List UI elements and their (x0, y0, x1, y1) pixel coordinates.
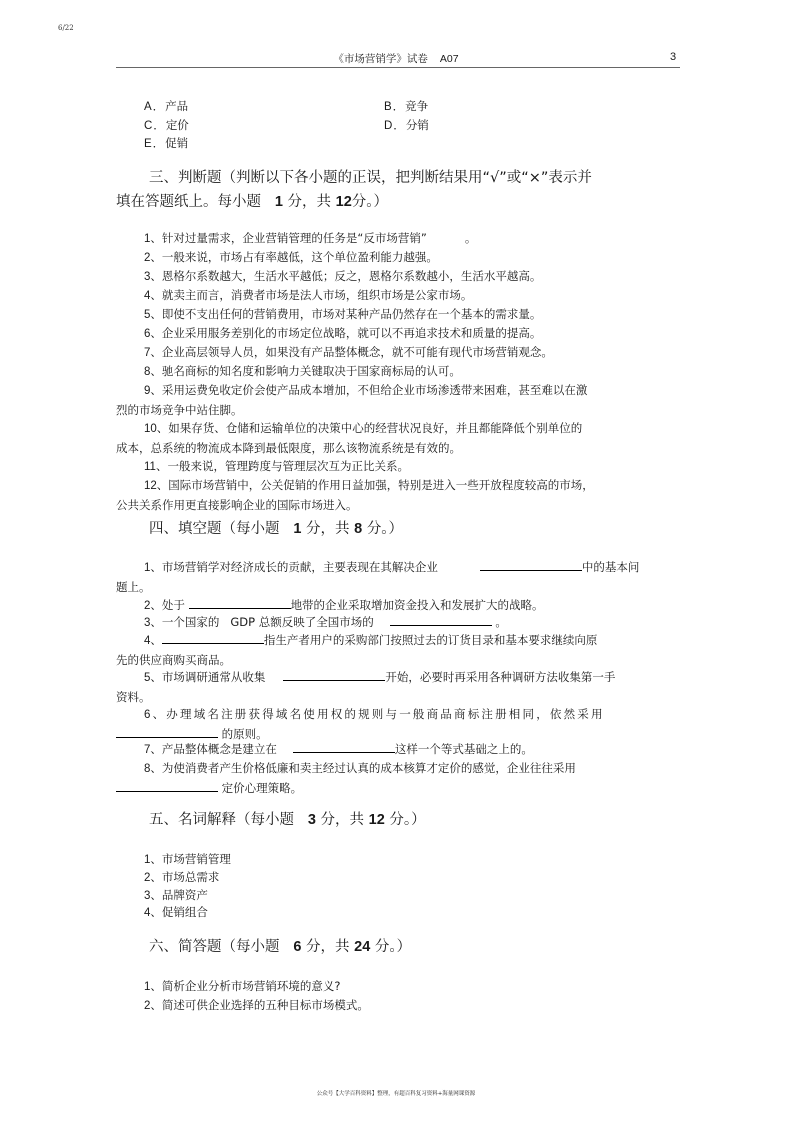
score-total: 12 (368, 812, 385, 828)
item-text: 简述可供企业选择的五种目标市场模式。 (161, 998, 369, 1012)
item-text: 简析企业分析市场营销环境的意义? (161, 979, 341, 993)
option-key: E． (144, 138, 166, 150)
tf-item-11 (116, 457, 678, 477)
item-number: 6、 (144, 709, 167, 721)
section-4-heading (116, 517, 709, 541)
score-each: 1 (274, 194, 283, 210)
item-text: 企业高层领导人员，如果没有产品整体概念，就不可能有现代市场营销观念。 (161, 345, 553, 359)
item-text: 开始，必要时再采用各种调研方法收集第一手 (385, 670, 616, 684)
item-text: 的原则。 (221, 727, 268, 741)
item-number: 4、 (144, 290, 162, 302)
item-number: 2、 (144, 1000, 162, 1012)
item-text: 即使不支出任何的营销费用，市场对某种产品仍然存在一个基本的需求量。 (161, 307, 542, 321)
heading-text: 五、名词解释（每小题 (149, 812, 294, 828)
option-text: 产品 (165, 99, 189, 113)
score-total: 24 (354, 939, 371, 955)
item-text: 定价心理策略。 (221, 781, 303, 795)
item-number: 7、 (144, 347, 162, 359)
item-continuation: 资料。 (116, 690, 151, 704)
heading-text: 填在答题纸上。每小题 (116, 194, 261, 210)
tf-item-7 (116, 343, 678, 363)
fill-item-5 (116, 668, 678, 707)
tf-item-12 (116, 476, 678, 515)
answer-blank[interactable] (283, 669, 385, 681)
score-total: 8 (354, 521, 363, 537)
item-continuation: 成本，总系统的物流成本降到最低限度，那么该物流系统是有效的。 (116, 441, 461, 455)
option-key: B． (384, 101, 406, 113)
option-a (144, 97, 188, 116)
option-d (384, 116, 429, 135)
option-b (384, 97, 428, 116)
tf-item-1 (116, 229, 678, 249)
item-text: 处于 (161, 598, 185, 612)
item-text: 就卖主而言，消费者市场是法人市场，组织市场是公家市场。 (161, 288, 473, 302)
heading-text: 四、填空题（每小题 (149, 521, 280, 537)
item-number: 5、 (144, 672, 162, 684)
tf-item-4 (116, 286, 678, 306)
item-text: 产品整体概念是建立在 (161, 742, 277, 756)
item-number: 4、 (144, 635, 162, 647)
item-number: 11、 (144, 461, 168, 473)
header-rule (116, 67, 680, 68)
tf-item-2 (116, 248, 678, 268)
heading-text: 分，共 (287, 194, 332, 210)
item-continuation: 题上。 (116, 580, 151, 594)
item-continuation: 烈的市场竞争中站住脚。 (116, 403, 243, 417)
option-text: 促销 (165, 136, 189, 150)
item-text: 为使消费者产生价格低廉和卖主经过认真的成本核算才定价的感觉，企业往往采用 (161, 761, 576, 775)
item-text: 市场总需求 (161, 870, 220, 884)
option-key: A． (144, 101, 166, 113)
item-number: 4、 (144, 907, 162, 919)
page-number: 3 (670, 51, 677, 63)
item-text: 采用运费免收定价会使产品成本增加，不但给企业市场渗透带来困难，甚至难以在激 (161, 383, 588, 397)
item-text: 品牌资产 (161, 888, 208, 902)
item-number: 3、 (144, 617, 162, 629)
option-key: C． (144, 120, 166, 132)
answer-blank[interactable] (162, 632, 264, 644)
item-text: 。 (495, 615, 507, 629)
item-number: 10、 (144, 423, 169, 435)
item-number: 3、 (144, 271, 162, 283)
score-each: 3 (307, 812, 316, 828)
heading-text: 六、简答题（每小题 (149, 939, 280, 955)
tf-item-10 (116, 419, 678, 458)
item-number: 2、 (144, 872, 162, 884)
heading-text: 分，共 (306, 521, 350, 537)
item-number: 1、 (144, 854, 162, 866)
option-text: 定价 (165, 118, 189, 132)
item-number: 1、 (144, 562, 162, 574)
tf-item-9 (116, 381, 678, 420)
option-c (144, 116, 189, 135)
item-text: 地带的企业采取增加资金投入和发展扩大的战略。 (290, 598, 544, 612)
heading-text: 分。） (374, 939, 412, 955)
answer-blank[interactable] (116, 780, 218, 792)
fill-item-1 (116, 558, 678, 597)
option-text: 分销 (405, 118, 429, 132)
item-text: 针对过量需求，企业营销管理的任务是“反市场营销” (161, 231, 427, 245)
item-number: 5、 (144, 309, 162, 321)
item-text: 恩格尔系数越大，生活水平越低；反之，恩格尔系数越小，生活水平越高。 (161, 269, 542, 283)
tf-item-3 (116, 267, 678, 287)
item-text: 如果存货、仓储和运输单位的决策中心的经营状况良好，并且都能降低个别单位的 (168, 421, 583, 435)
answer-blank[interactable] (390, 614, 492, 626)
item-text: 市场营销管理 (161, 852, 231, 866)
answer-blank[interactable] (480, 559, 582, 571)
item-text: 驰名商标的知名度和影响力关键取决于国家商标局的认可。 (161, 364, 461, 378)
item-text: 市场调研通常从收集 (161, 670, 266, 684)
fill-item-4 (116, 631, 678, 670)
item-tail: 。 (464, 231, 477, 245)
fill-item-8 (116, 759, 678, 798)
exam-title: 《市场营销学》试卷 (333, 53, 428, 65)
score-each: 6 (293, 939, 302, 955)
short-answer-item-1 (116, 977, 678, 997)
item-number: 7、 (144, 744, 162, 756)
item-text: 市场营销学对经济成长的贡献，主要表现在其解决企业 (161, 560, 438, 574)
term-item-2 (116, 868, 678, 887)
item-number: 1、 (144, 981, 162, 993)
fill-item-3 (116, 613, 678, 633)
option-key: D． (384, 120, 406, 132)
answer-blank[interactable] (293, 741, 395, 753)
heading-text: 分。） (389, 812, 426, 828)
item-text: 一般来说，市场占有率越低，这个单位盈利能力越强。 (161, 250, 438, 264)
section-5-heading (116, 808, 709, 832)
heading-text: 分。） (366, 521, 404, 537)
section-3-heading-line1: 三、判断题（判断以下各小题的正误，把判断结果用“√”或“×”表示并 (149, 170, 592, 186)
item-number: 8、 (144, 366, 162, 378)
section-3-heading-line2 (116, 190, 676, 214)
item-text: 中的基本问 (581, 560, 640, 574)
fill-item-6 (116, 705, 678, 744)
item-continuation: 先的供应商购买商品。 (116, 653, 231, 667)
page-counter: 6/22 (58, 24, 74, 32)
item-continuation: 公共关系作用更直接影响企业的国际市场进入。 (116, 498, 358, 512)
section-6-heading (116, 935, 709, 959)
tf-item-5 (116, 305, 678, 325)
item-number: 6、 (144, 328, 162, 340)
score-total: 12 (335, 194, 352, 210)
heading-text: 分。） (351, 194, 389, 210)
answer-blank[interactable] (116, 726, 218, 738)
item-text: 企业采用服务差别化的市场定位战略，就可以不再追求技术和质量的提高。 (161, 326, 542, 340)
item-text: 这样一个等式基础之上的。 (394, 742, 533, 756)
score-each: 1 (293, 521, 302, 537)
term-item-1 (116, 850, 678, 869)
option-e (144, 134, 188, 153)
term-item-4 (116, 903, 678, 922)
option-text: 竞争 (405, 99, 429, 113)
fill-item-7 (116, 740, 678, 760)
heading-text: 分，共 (320, 812, 365, 828)
item-text: 促销组合 (161, 905, 208, 919)
tf-item-6 (116, 324, 678, 344)
item-number: 2、 (144, 600, 162, 612)
item-number: 9、 (144, 385, 162, 397)
item-text: 一个国家的 GDP 总额反映了全国市场的 (161, 615, 374, 629)
short-answer-item-2 (116, 996, 678, 1016)
item-number: 1、 (144, 233, 162, 245)
footer-note: 公众号【大学百科资料】整理，有超百科复习资料+海量网课资源 (316, 1091, 476, 1097)
item-text: 办理域名注册获得域名使用权的规则与一般商品商标注册相同，依然采用 (166, 707, 605, 721)
item-number: 3、 (144, 890, 162, 902)
item-text: 国际市场营销中，公关促销的作用日益加强，特别是进入一些开放程度较高的市场， (168, 478, 594, 492)
item-number: 8、 (144, 763, 162, 775)
exam-code: A07 (439, 53, 459, 65)
item-number: 2、 (144, 252, 162, 264)
tf-item-8 (116, 362, 678, 382)
heading-text: 分，共 (306, 939, 350, 955)
section-3-heading (116, 166, 676, 214)
item-text: 指生产者用户的采购部门按照过去的订货目录和基本要求继续向原 (263, 633, 598, 647)
item-text: 一般来说，管理跨度与管理层次互为正比关系。 (167, 459, 409, 473)
answer-blank[interactable] (189, 597, 291, 609)
item-number: 12、 (144, 480, 169, 492)
